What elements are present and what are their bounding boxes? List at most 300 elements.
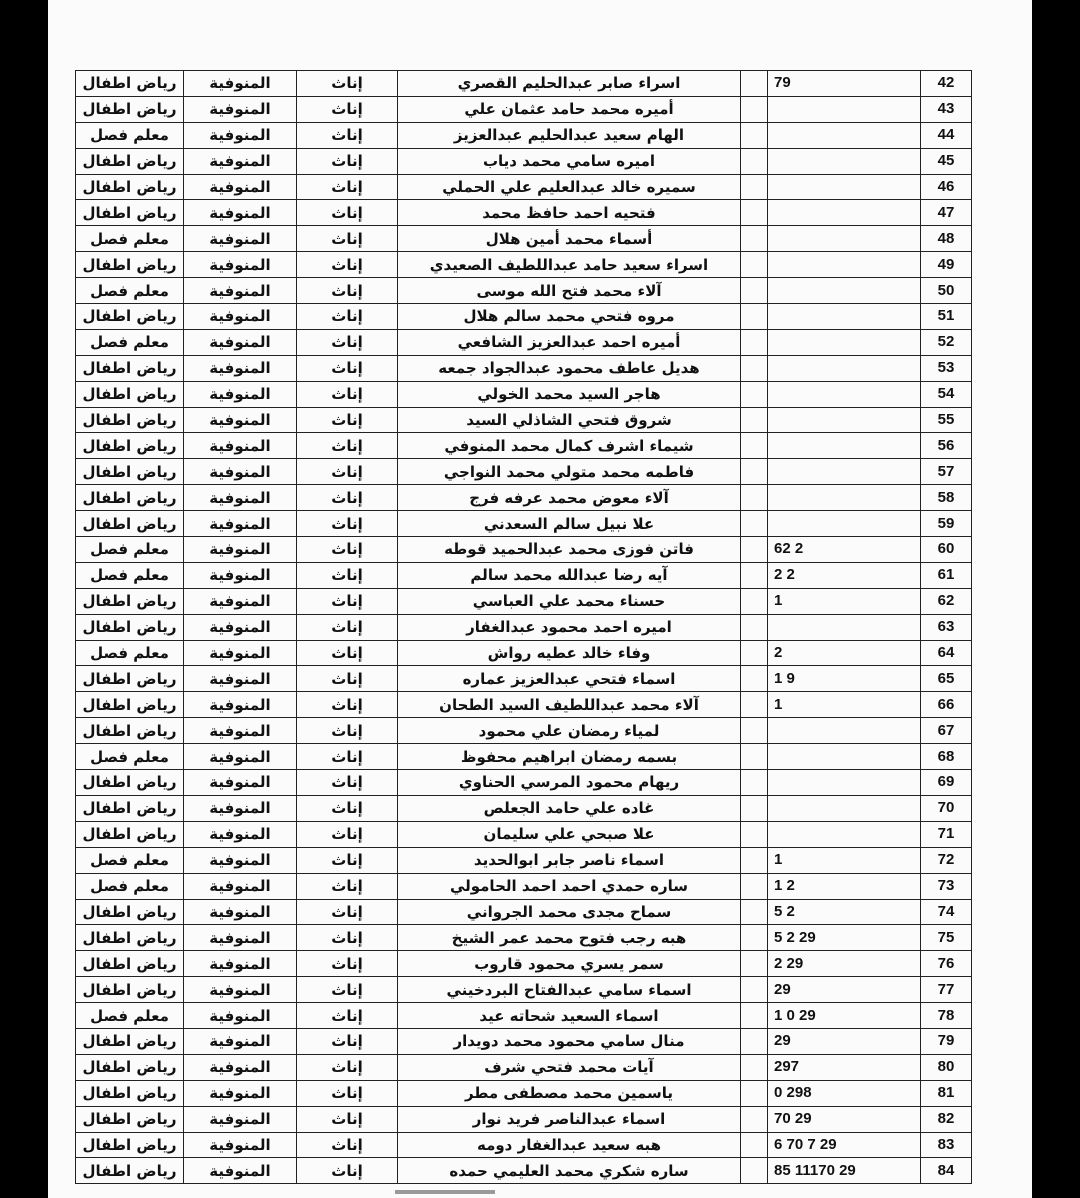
job-title: رياض اطفال bbox=[76, 174, 184, 200]
job-title: رياض اطفال bbox=[76, 1106, 184, 1132]
person-name: اسراء صابر عبدالحليم القصري bbox=[398, 71, 741, 97]
job-title: رياض اطفال bbox=[76, 355, 184, 381]
gender: إناث bbox=[297, 588, 398, 614]
national-id: 29 bbox=[768, 977, 921, 1003]
row-number: 79 bbox=[921, 1028, 972, 1054]
row-number: 52 bbox=[921, 329, 972, 355]
row-number: 49 bbox=[921, 252, 972, 278]
gender: إناث bbox=[297, 770, 398, 796]
column-gap bbox=[741, 122, 768, 148]
table-row bbox=[76, 407, 972, 433]
job-title: رياض اطفال bbox=[76, 96, 184, 122]
national-id: 79 bbox=[768, 71, 921, 97]
gender: إناث bbox=[297, 1003, 398, 1029]
table-row bbox=[76, 770, 972, 796]
column-gap bbox=[741, 148, 768, 174]
column-gap bbox=[741, 977, 768, 1003]
gender: إناث bbox=[297, 226, 398, 252]
gender: إناث bbox=[297, 640, 398, 666]
job-title: رياض اطفال bbox=[76, 1080, 184, 1106]
row-number: 72 bbox=[921, 847, 972, 873]
person-name: آيات محمد فتحي شرف bbox=[398, 1054, 741, 1080]
person-name: أسماء محمد أمين هلال bbox=[398, 226, 741, 252]
job-title: معلم فصل bbox=[76, 122, 184, 148]
column-gap bbox=[741, 71, 768, 97]
row-number: 46 bbox=[921, 174, 972, 200]
column-gap bbox=[741, 329, 768, 355]
row-number: 83 bbox=[921, 1132, 972, 1158]
national-id: 29 2 5 bbox=[768, 925, 921, 951]
person-name: مروه فتحي محمد سالم هلال bbox=[398, 304, 741, 330]
table-row bbox=[76, 355, 972, 381]
row-number: 75 bbox=[921, 925, 972, 951]
governorate: المنوفية bbox=[184, 433, 297, 459]
table-row bbox=[76, 1054, 972, 1080]
gender: إناث bbox=[297, 977, 398, 1003]
gender: إناث bbox=[297, 304, 398, 330]
job-title: رياض اطفال bbox=[76, 433, 184, 459]
national-id bbox=[768, 200, 921, 226]
governorate: المنوفية bbox=[184, 951, 297, 977]
national-id bbox=[768, 252, 921, 278]
column-gap bbox=[741, 666, 768, 692]
gender: إناث bbox=[297, 459, 398, 485]
column-gap bbox=[741, 588, 768, 614]
national-id bbox=[768, 459, 921, 485]
governorate: المنوفية bbox=[184, 278, 297, 304]
gender: إناث bbox=[297, 537, 398, 563]
gender: إناث bbox=[297, 718, 398, 744]
national-id: 1 bbox=[768, 588, 921, 614]
governorate: المنوفية bbox=[184, 304, 297, 330]
row-number: 57 bbox=[921, 459, 972, 485]
row-number: 42 bbox=[921, 71, 972, 97]
job-title: معلم فصل bbox=[76, 1003, 184, 1029]
governorate: المنوفية bbox=[184, 71, 297, 97]
table-row bbox=[76, 329, 972, 355]
column-gap bbox=[741, 1028, 768, 1054]
gender: إناث bbox=[297, 407, 398, 433]
national-id: 29 2 bbox=[768, 951, 921, 977]
person-name: آلاء محمد فتح الله موسى bbox=[398, 278, 741, 304]
person-name: آيه رضا عبدالله محمد سالم bbox=[398, 562, 741, 588]
national-id bbox=[768, 511, 921, 537]
person-name: اسراء سعيد حامد عبداللطيف الصعيدي bbox=[398, 252, 741, 278]
column-gap bbox=[741, 1158, 768, 1184]
table-row bbox=[76, 433, 972, 459]
person-name: اسماء ناصر جابر ابوالحديد bbox=[398, 847, 741, 873]
job-title: رياض اطفال bbox=[76, 977, 184, 1003]
governorate: المنوفية bbox=[184, 511, 297, 537]
job-title: رياض اطفال bbox=[76, 795, 184, 821]
national-id bbox=[768, 304, 921, 330]
job-title: رياض اطفال bbox=[76, 511, 184, 537]
job-title: رياض اطفال bbox=[76, 899, 184, 925]
row-number: 54 bbox=[921, 381, 972, 407]
person-name: اسماء السعيد شحاته عيد bbox=[398, 1003, 741, 1029]
job-title: رياض اطفال bbox=[76, 252, 184, 278]
national-id: 297 bbox=[768, 1054, 921, 1080]
job-title: رياض اطفال bbox=[76, 614, 184, 640]
job-title: معلم فصل bbox=[76, 873, 184, 899]
person-name: اميره سامي محمد دياب bbox=[398, 148, 741, 174]
column-gap bbox=[741, 278, 768, 304]
governorate: المنوفية bbox=[184, 614, 297, 640]
row-number: 73 bbox=[921, 873, 972, 899]
table-row bbox=[76, 614, 972, 640]
table-row bbox=[76, 977, 972, 1003]
gender: إناث bbox=[297, 355, 398, 381]
table-row bbox=[76, 1158, 972, 1184]
job-title: معلم فصل bbox=[76, 226, 184, 252]
national-id bbox=[768, 407, 921, 433]
column-gap bbox=[741, 1106, 768, 1132]
row-number: 76 bbox=[921, 951, 972, 977]
column-gap bbox=[741, 692, 768, 718]
column-gap bbox=[741, 1003, 768, 1029]
column-gap bbox=[741, 200, 768, 226]
gender: إناث bbox=[297, 96, 398, 122]
job-title: معلم فصل bbox=[76, 537, 184, 563]
person-name: هديل عاطف محمود عبدالجواد جمعه bbox=[398, 355, 741, 381]
column-gap bbox=[741, 770, 768, 796]
column-gap bbox=[741, 433, 768, 459]
person-name: فتحيه احمد حافظ محمد bbox=[398, 200, 741, 226]
governorate: المنوفية bbox=[184, 1106, 297, 1132]
job-title: رياض اطفال bbox=[76, 666, 184, 692]
gender: إناث bbox=[297, 692, 398, 718]
national-id: 29 7 70 6 bbox=[768, 1132, 921, 1158]
table-row bbox=[76, 1080, 972, 1106]
national-id bbox=[768, 744, 921, 770]
table-row bbox=[76, 71, 972, 97]
national-id bbox=[768, 770, 921, 796]
person-name: سميره خالد عبدالعليم علي الحملي bbox=[398, 174, 741, 200]
table-row bbox=[76, 252, 972, 278]
row-number: 68 bbox=[921, 744, 972, 770]
national-id: 2 1 bbox=[768, 873, 921, 899]
job-title: معلم فصل bbox=[76, 278, 184, 304]
governorate: المنوفية bbox=[184, 562, 297, 588]
row-number: 53 bbox=[921, 355, 972, 381]
person-name: ياسمين محمد مصطفى مطر bbox=[398, 1080, 741, 1106]
table-row bbox=[76, 459, 972, 485]
column-gap bbox=[741, 511, 768, 537]
gender: إناث bbox=[297, 511, 398, 537]
job-title: معلم فصل bbox=[76, 744, 184, 770]
row-number: 78 bbox=[921, 1003, 972, 1029]
governorate: المنوفية bbox=[184, 226, 297, 252]
table-row bbox=[76, 588, 972, 614]
gender: إناث bbox=[297, 744, 398, 770]
job-title: معلم فصل bbox=[76, 640, 184, 666]
governorate: المنوفية bbox=[184, 1158, 297, 1184]
gender: إناث bbox=[297, 666, 398, 692]
person-name: سمر يسري محمود قاروب bbox=[398, 951, 741, 977]
gender: إناث bbox=[297, 1106, 398, 1132]
table-row bbox=[76, 174, 972, 200]
row-number: 50 bbox=[921, 278, 972, 304]
gender: إناث bbox=[297, 433, 398, 459]
person-name: ساره شكري محمد العليمي حمده bbox=[398, 1158, 741, 1184]
job-title: رياض اطفال bbox=[76, 459, 184, 485]
row-number: 63 bbox=[921, 614, 972, 640]
governorate: المنوفية bbox=[184, 770, 297, 796]
row-number: 44 bbox=[921, 122, 972, 148]
row-number: 70 bbox=[921, 795, 972, 821]
governorate: المنوفية bbox=[184, 821, 297, 847]
column-gap bbox=[741, 1132, 768, 1158]
gender: إناث bbox=[297, 821, 398, 847]
person-name: هبه سعيد عبدالغفار دومه bbox=[398, 1132, 741, 1158]
job-title: رياض اطفال bbox=[76, 381, 184, 407]
gender: إناث bbox=[297, 899, 398, 925]
gender: إناث bbox=[297, 71, 398, 97]
column-gap bbox=[741, 925, 768, 951]
row-number: 60 bbox=[921, 537, 972, 563]
column-gap bbox=[741, 381, 768, 407]
column-gap bbox=[741, 304, 768, 330]
table-row bbox=[76, 873, 972, 899]
names-table bbox=[75, 70, 972, 1184]
row-number: 66 bbox=[921, 692, 972, 718]
job-title: معلم فصل bbox=[76, 847, 184, 873]
national-id: 1 bbox=[768, 692, 921, 718]
table-row bbox=[76, 1028, 972, 1054]
job-title: رياض اطفال bbox=[76, 485, 184, 511]
national-id bbox=[768, 718, 921, 744]
table-row bbox=[76, 821, 972, 847]
person-name: سماح مجدى محمد الجرواني bbox=[398, 899, 741, 925]
job-title: معلم فصل bbox=[76, 562, 184, 588]
row-number: 81 bbox=[921, 1080, 972, 1106]
national-id: 29 70 bbox=[768, 1106, 921, 1132]
governorate: المنوفية bbox=[184, 640, 297, 666]
job-title: رياض اطفال bbox=[76, 1158, 184, 1184]
job-title: رياض اطفال bbox=[76, 1132, 184, 1158]
person-name: بسمه رمضان ابراهيم محفوظ bbox=[398, 744, 741, 770]
national-id bbox=[768, 174, 921, 200]
job-title: رياض اطفال bbox=[76, 200, 184, 226]
national-id: 1 bbox=[768, 847, 921, 873]
national-id bbox=[768, 148, 921, 174]
column-gap bbox=[741, 614, 768, 640]
row-number: 55 bbox=[921, 407, 972, 433]
row-number: 77 bbox=[921, 977, 972, 1003]
row-number: 69 bbox=[921, 770, 972, 796]
row-number: 58 bbox=[921, 485, 972, 511]
gender: إناث bbox=[297, 1054, 398, 1080]
gender: إناث bbox=[297, 122, 398, 148]
table-row bbox=[76, 304, 972, 330]
column-gap bbox=[741, 847, 768, 873]
row-number: 67 bbox=[921, 718, 972, 744]
row-number: 82 bbox=[921, 1106, 972, 1132]
governorate: المنوفية bbox=[184, 355, 297, 381]
governorate: المنوفية bbox=[184, 1080, 297, 1106]
person-name: فاتن فوزى محمد عبدالحميد قوطه bbox=[398, 537, 741, 563]
governorate: المنوفية bbox=[184, 329, 297, 355]
table-row bbox=[76, 640, 972, 666]
governorate: المنوفية bbox=[184, 1028, 297, 1054]
gender: إناث bbox=[297, 148, 398, 174]
row-number: 74 bbox=[921, 899, 972, 925]
person-name: اسماء عبدالناصر فريد نوار bbox=[398, 1106, 741, 1132]
governorate: المنوفية bbox=[184, 718, 297, 744]
governorate: المنوفية bbox=[184, 485, 297, 511]
column-gap bbox=[741, 537, 768, 563]
governorate: المنوفية bbox=[184, 1054, 297, 1080]
row-number: 65 bbox=[921, 666, 972, 692]
job-title: رياض اطفال bbox=[76, 1054, 184, 1080]
gender: إناث bbox=[297, 951, 398, 977]
column-gap bbox=[741, 1080, 768, 1106]
column-gap bbox=[741, 459, 768, 485]
national-id bbox=[768, 278, 921, 304]
national-id: 2 2 bbox=[768, 562, 921, 588]
governorate: المنوفية bbox=[184, 588, 297, 614]
column-gap bbox=[741, 562, 768, 588]
column-gap bbox=[741, 226, 768, 252]
governorate: المنوفية bbox=[184, 795, 297, 821]
governorate: المنوفية bbox=[184, 459, 297, 485]
national-id: 298 0 bbox=[768, 1080, 921, 1106]
job-title: رياض اطفال bbox=[76, 951, 184, 977]
table-row bbox=[76, 537, 972, 563]
table-row bbox=[76, 744, 972, 770]
person-name: غاده علي حامد الجعلص bbox=[398, 795, 741, 821]
person-name: لمياء رمضان علي محمود bbox=[398, 718, 741, 744]
national-id bbox=[768, 226, 921, 252]
job-title: رياض اطفال bbox=[76, 1028, 184, 1054]
table-body bbox=[76, 71, 972, 1184]
table-row bbox=[76, 226, 972, 252]
table-row bbox=[76, 96, 972, 122]
person-name: ريهام محمود المرسي الحناوي bbox=[398, 770, 741, 796]
person-name: هبه رجب فتوح محمد عمر الشيخ bbox=[398, 925, 741, 951]
column-gap bbox=[741, 407, 768, 433]
gender: إناث bbox=[297, 200, 398, 226]
governorate: المنوفية bbox=[184, 925, 297, 951]
gender: إناث bbox=[297, 329, 398, 355]
table-row bbox=[76, 122, 972, 148]
table-row bbox=[76, 899, 972, 925]
table-row bbox=[76, 666, 972, 692]
table-row bbox=[76, 485, 972, 511]
national-id bbox=[768, 355, 921, 381]
job-title: رياض اطفال bbox=[76, 718, 184, 744]
table-row bbox=[76, 562, 972, 588]
gender: إناث bbox=[297, 252, 398, 278]
gender: إناث bbox=[297, 795, 398, 821]
job-title: رياض اطفال bbox=[76, 692, 184, 718]
row-number: 62 bbox=[921, 588, 972, 614]
person-name: علا نبيل سالم السعدني bbox=[398, 511, 741, 537]
table-row bbox=[76, 200, 972, 226]
gender: إناث bbox=[297, 614, 398, 640]
table-row bbox=[76, 1132, 972, 1158]
job-title: رياض اطفال bbox=[76, 407, 184, 433]
person-name: الهام سعيد عبدالحليم عبدالعزيز bbox=[398, 122, 741, 148]
national-id bbox=[768, 96, 921, 122]
governorate: المنوفية bbox=[184, 692, 297, 718]
national-id: 29 bbox=[768, 1028, 921, 1054]
governorate: المنوفية bbox=[184, 174, 297, 200]
person-name: آلاء معوض محمد عرفه فرج bbox=[398, 485, 741, 511]
national-id: 29 0 1 bbox=[768, 1003, 921, 1029]
column-gap bbox=[741, 744, 768, 770]
person-name: فاطمه محمد متولي محمد النواجي bbox=[398, 459, 741, 485]
table-row bbox=[76, 847, 972, 873]
column-gap bbox=[741, 355, 768, 381]
governorate: المنوفية bbox=[184, 381, 297, 407]
table-row bbox=[76, 511, 972, 537]
table-row bbox=[76, 1003, 972, 1029]
gender: إناث bbox=[297, 278, 398, 304]
national-id bbox=[768, 381, 921, 407]
row-number: 48 bbox=[921, 226, 972, 252]
job-title: معلم فصل bbox=[76, 329, 184, 355]
governorate: المنوفية bbox=[184, 200, 297, 226]
governorate: المنوفية bbox=[184, 96, 297, 122]
row-number: 43 bbox=[921, 96, 972, 122]
person-name: اميره احمد محمود عبدالغفار bbox=[398, 614, 741, 640]
gender: إناث bbox=[297, 485, 398, 511]
governorate: المنوفية bbox=[184, 1132, 297, 1158]
table-row bbox=[76, 381, 972, 407]
person-name: أميره محمد حامد عثمان علي bbox=[398, 96, 741, 122]
governorate: المنوفية bbox=[184, 847, 297, 873]
column-gap bbox=[741, 1054, 768, 1080]
national-id: 2 62 bbox=[768, 537, 921, 563]
table-row bbox=[76, 795, 972, 821]
person-name: اسماء سامي عبدالفتاح البردخيني bbox=[398, 977, 741, 1003]
governorate: المنوفية bbox=[184, 977, 297, 1003]
column-gap bbox=[741, 174, 768, 200]
job-title: رياض اطفال bbox=[76, 770, 184, 796]
gender: إناث bbox=[297, 381, 398, 407]
job-title: رياض اطفال bbox=[76, 925, 184, 951]
footer-mark bbox=[395, 1190, 495, 1194]
row-number: 47 bbox=[921, 200, 972, 226]
column-gap bbox=[741, 873, 768, 899]
row-number: 45 bbox=[921, 148, 972, 174]
table-row bbox=[76, 951, 972, 977]
national-id: 2 bbox=[768, 640, 921, 666]
governorate: المنوفية bbox=[184, 899, 297, 925]
person-name: اسماء فتحي عبدالعزيز عماره bbox=[398, 666, 741, 692]
person-name: شروق فتحي الشاذلي السيد bbox=[398, 407, 741, 433]
row-number: 64 bbox=[921, 640, 972, 666]
national-id bbox=[768, 821, 921, 847]
governorate: المنوفية bbox=[184, 537, 297, 563]
national-id bbox=[768, 122, 921, 148]
national-id bbox=[768, 485, 921, 511]
table-row bbox=[76, 718, 972, 744]
column-gap bbox=[741, 821, 768, 847]
gender: إناث bbox=[297, 1028, 398, 1054]
national-id bbox=[768, 329, 921, 355]
person-name: أميره احمد عبدالعزيز الشافعي bbox=[398, 329, 741, 355]
person-name: حسناء محمد علي العباسي bbox=[398, 588, 741, 614]
gender: إناث bbox=[297, 873, 398, 899]
person-name: علا صبحي علي سليمان bbox=[398, 821, 741, 847]
gender: إناث bbox=[297, 1132, 398, 1158]
column-gap bbox=[741, 485, 768, 511]
person-name: منال سامي محمود محمد دويدار bbox=[398, 1028, 741, 1054]
column-gap bbox=[741, 252, 768, 278]
governorate: المنوفية bbox=[184, 122, 297, 148]
